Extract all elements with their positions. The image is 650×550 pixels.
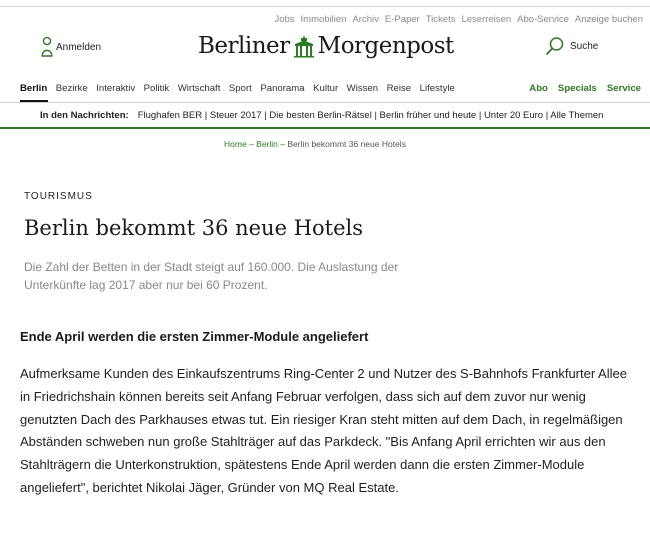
top-link-epaper[interactable]: E-Paper: [384, 14, 420, 25]
user-icon: [41, 36, 53, 58]
nav-item-specials[interactable]: Specials: [557, 83, 597, 94]
login-button[interactable]: [41, 36, 101, 58]
breadcrumb-separator: –: [246, 139, 257, 149]
nav-item-service[interactable]: Service: [606, 83, 641, 94]
nav-item-lifestyle[interactable]: Lifestyle: [419, 83, 455, 94]
login-label: Anmelden: [56, 41, 102, 53]
article-title: Berlin bekommt 36 neue Hotels: [24, 216, 364, 240]
nav-item-wirtschaft[interactable]: Wirtschaft: [177, 83, 221, 94]
breadcrumb: [0, 139, 630, 149]
nav-item-sport[interactable]: Sport: [228, 83, 252, 94]
top-divider: [0, 6, 650, 7]
article-kicker: TOURISMUS: [24, 191, 93, 202]
top-link-abo-service[interactable]: Abo-Service: [517, 14, 569, 25]
brandenburg-gate-icon: [293, 34, 315, 58]
article-subheading: Ende April werden die ersten Zimmer-Module angeliefert: [20, 329, 369, 344]
top-link-leserreisen[interactable]: Leserreisen: [461, 14, 512, 25]
nav-item-wissen[interactable]: Wissen: [346, 83, 379, 94]
logo-text-left: Berliner: [198, 33, 290, 59]
top-link-tickets[interactable]: Tickets: [425, 14, 456, 25]
nav-item-abo[interactable]: Abo: [529, 83, 548, 94]
nav-item-reise[interactable]: Reise: [386, 83, 412, 94]
news-ticker-label: In den Nachrichten:: [40, 110, 129, 121]
nav-item-berlin[interactable]: Berlin: [20, 83, 48, 94]
logo-text-right: Morgenpost: [317, 33, 454, 59]
green-divider: [0, 127, 650, 129]
main-nav: [20, 83, 463, 94]
nav-divider: [0, 102, 650, 103]
nav-item-panorama[interactable]: Panorama: [260, 83, 305, 94]
news-ticker-links[interactable]: Flughafen BER | Steuer 2017 | Die besten Berlin-Rätsel | Berlin früher und heute | Unter 20 Euro | Alle Themen: [137, 110, 604, 121]
nav-item-interaktiv[interactable]: Interaktiv: [96, 83, 136, 94]
search-icon: [545, 36, 565, 56]
top-link-immobilien[interactable]: Immobilien: [300, 14, 347, 25]
search-button[interactable]: [545, 36, 598, 56]
breadcrumb-berlin[interactable]: Berlin: [256, 139, 278, 149]
search-label: Suche: [570, 40, 599, 52]
breadcrumb-current: Berlin bekommt 36 neue Hotels: [287, 139, 406, 149]
top-link-anzeige-buchen[interactable]: Anzeige buchen: [574, 14, 643, 25]
article-paragraph: Aufmerksame Kunden des Einkaufszentrums Ring-Center 2 und Nutzer des S-Bahnhofs Frankfurter Allee in Friedrichshain können bereits seit Anfang Februar verfolgen, dass sich auf dem zuvor nur wenig genutzten Dach des Parkhauses etwas tut. Ein riesiger Kran steht mitten auf dem Dach, in regelmäßigen Abständen schweben nun große Stahlträger auf das Parkdeck. "Bis Anfang April errichten wir aus den Stahlträgern die Unterkonstruktion, spätestens Ende April werden dann die ersten Zimmer-Module angeliefert", berichtet Nikolai Jäger, Gründer von MQ Real Estate.: [20, 366, 627, 495]
top-link-archiv[interactable]: Archiv: [352, 14, 379, 25]
nav-right: [519, 83, 641, 94]
site-logo[interactable]: [198, 33, 454, 59]
article-subtitle: Die Zahl der Betten in der Stadt steigt auf 160.000. Die Auslastung der Unterkünfte lag 2017 aber nur bei 60 Prozent.: [24, 260, 399, 292]
top-links: [268, 14, 643, 25]
nav-item-politik[interactable]: Politik: [143, 83, 170, 94]
breadcrumb-home[interactable]: Home: [224, 139, 247, 149]
breadcrumb-separator: –: [277, 139, 288, 149]
news-ticker: [40, 110, 603, 121]
nav-item-bezirke[interactable]: Bezirke: [55, 83, 88, 94]
top-link-jobs[interactable]: Jobs: [274, 14, 295, 25]
nav-item-kultur[interactable]: Kultur: [313, 83, 339, 94]
